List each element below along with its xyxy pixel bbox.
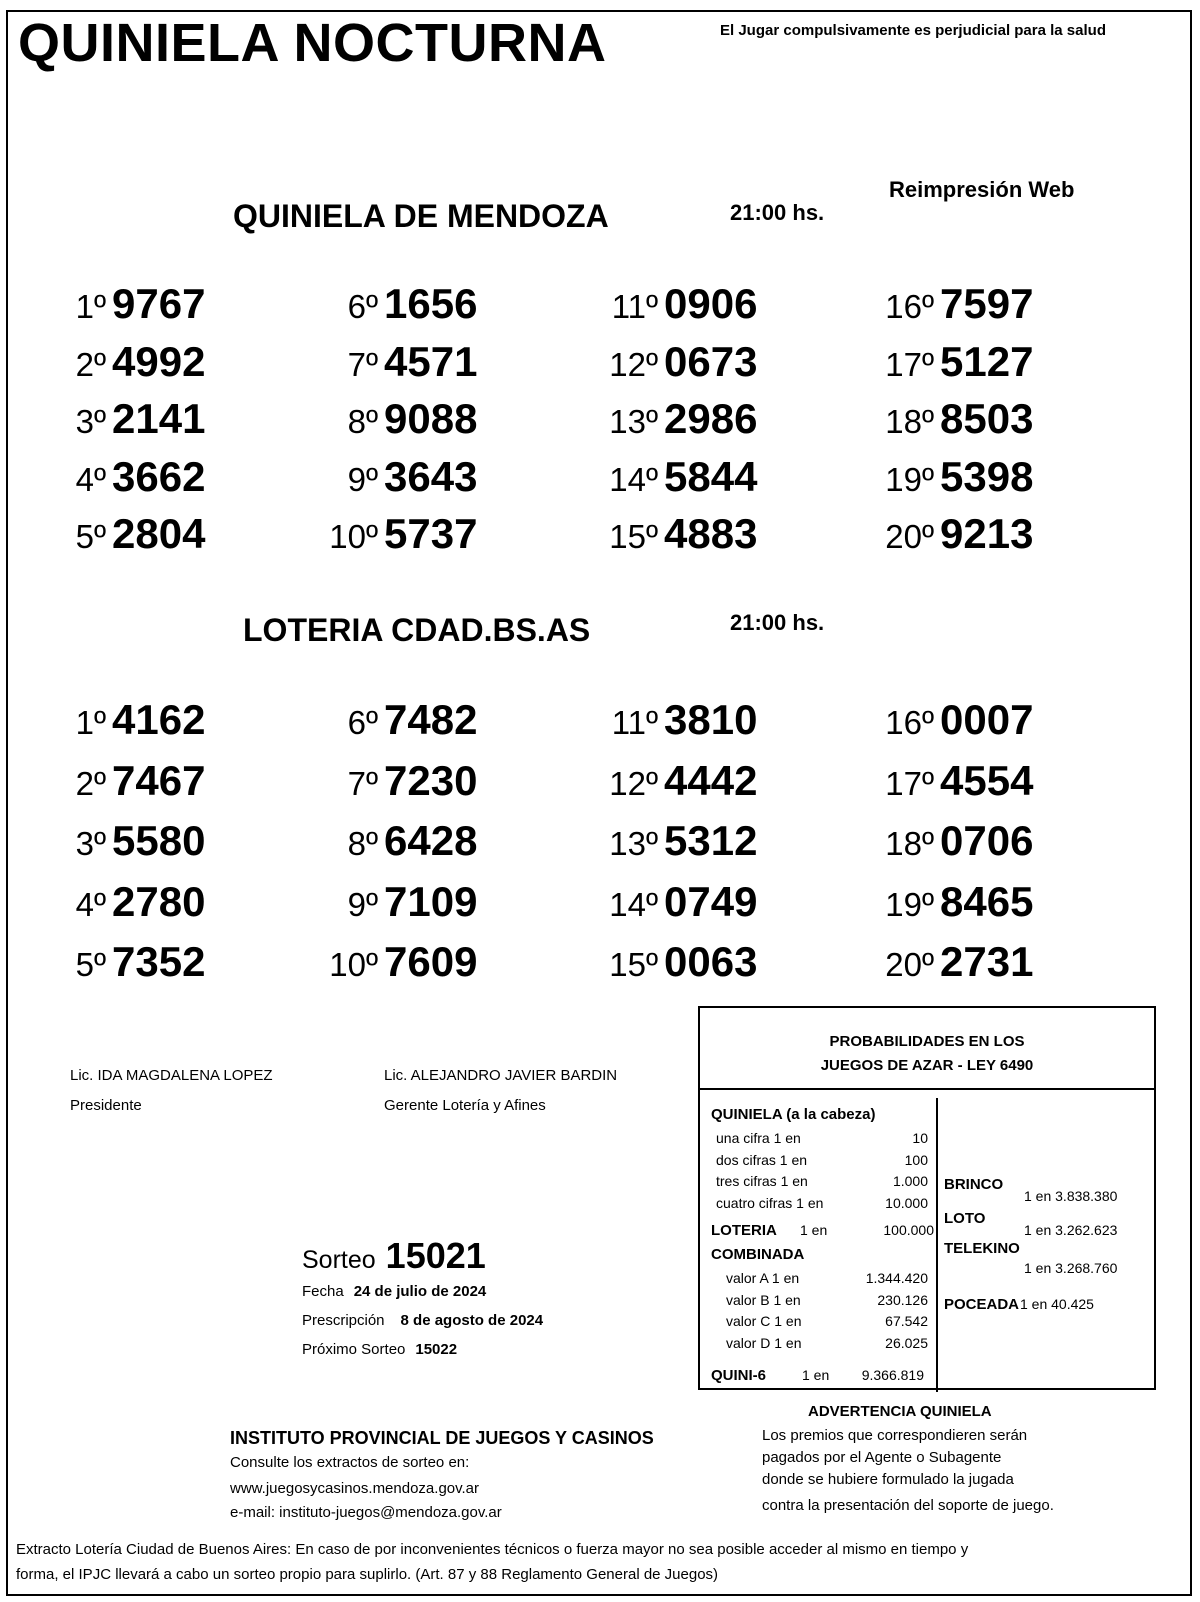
result-number: 4554 bbox=[940, 756, 1034, 804]
result-number: 0749 bbox=[664, 877, 758, 925]
result-row bbox=[876, 453, 1116, 511]
proximo-line bbox=[302, 1341, 457, 1358]
fecha-value: 24 de julio de 2024 bbox=[353, 1283, 487, 1300]
result-number: 5398 bbox=[940, 452, 1034, 500]
result-position: 14º bbox=[609, 460, 658, 498]
result-position: 7º bbox=[347, 345, 378, 383]
result-row bbox=[324, 938, 564, 996]
result-number: 4883 bbox=[664, 510, 758, 557]
result-position: 15º bbox=[609, 518, 658, 555]
result-number: 0007 bbox=[940, 696, 1034, 743]
result-row bbox=[62, 510, 302, 568]
result-number: 4992 bbox=[112, 337, 206, 385]
result-position: 9º bbox=[347, 885, 378, 923]
result-number: 7230 bbox=[384, 756, 478, 804]
result-position: 10º bbox=[329, 518, 378, 555]
advertencia-line: contra la presentación del soporte de juego. bbox=[762, 1497, 1054, 1514]
loto-label: LOTO bbox=[944, 1210, 986, 1227]
result-number: 1656 bbox=[384, 280, 478, 327]
probabilities-header bbox=[700, 1008, 1154, 1090]
result-position: 16º bbox=[885, 704, 934, 741]
result-number: 5312 bbox=[664, 817, 758, 864]
instituto-line1: Consulte los extractos de sorteo en: bbox=[230, 1454, 470, 1471]
probabilities-box bbox=[698, 1006, 1156, 1390]
result-position: 3º bbox=[75, 403, 106, 440]
mendoza-time: 21:00 hs. bbox=[730, 200, 825, 225]
brinco-value: 1 en 3.838.380 bbox=[1024, 1188, 1118, 1204]
result-row bbox=[876, 696, 1116, 754]
result-number: 7352 bbox=[112, 938, 206, 985]
result-position: 17º bbox=[885, 764, 934, 802]
result-row bbox=[600, 395, 840, 453]
result-row bbox=[62, 280, 302, 338]
result-number: 4162 bbox=[112, 696, 206, 743]
combinada-title: COMBINADA bbox=[711, 1246, 805, 1263]
mendoza-title: QUINIELA DE MENDOZA bbox=[233, 198, 609, 234]
result-row bbox=[62, 338, 302, 396]
result-position: 11º bbox=[611, 288, 658, 325]
result-row bbox=[324, 338, 564, 396]
probabilities-divider bbox=[936, 1098, 938, 1392]
combinada-prob-label: valor B 1 en bbox=[726, 1291, 801, 1308]
quiniela-prob-value: 10.000 bbox=[885, 1194, 928, 1211]
result-number: 9213 bbox=[940, 510, 1034, 557]
result-number: 7467 bbox=[112, 756, 206, 804]
result-row bbox=[600, 696, 840, 754]
instituto-email[interactable]: e-mail: instituto-juegos@mendoza.gov.ar bbox=[230, 1504, 502, 1521]
result-position: 8º bbox=[347, 403, 378, 440]
result-position: 13º bbox=[609, 403, 658, 440]
result-number: 2804 bbox=[112, 510, 206, 557]
result-position: 15º bbox=[609, 946, 658, 983]
probabilities-header-line1: PROBABILIDADES EN LOS bbox=[829, 1033, 1025, 1050]
proximo-value: 15022 bbox=[415, 1341, 458, 1358]
result-number: 2986 bbox=[664, 395, 758, 442]
advertencia-title: ADVERTENCIA QUINIELA bbox=[808, 1403, 992, 1420]
result-row bbox=[324, 453, 564, 511]
result-number: 3810 bbox=[664, 696, 758, 743]
result-position: 8º bbox=[347, 825, 378, 862]
result-position: 9º bbox=[347, 460, 378, 498]
result-number: 9088 bbox=[384, 395, 478, 442]
telekino-label: TELEKINO bbox=[944, 1240, 1020, 1257]
result-number: 3643 bbox=[384, 452, 478, 500]
combinada-prob-value: 67.542 bbox=[885, 1313, 928, 1329]
result-row bbox=[324, 510, 564, 568]
advertencia-line: donde se hubiere formulado la jugada bbox=[762, 1471, 1014, 1488]
combinada-prob-value: 1.344.420 bbox=[865, 1270, 928, 1286]
sorteo-number: 15021 bbox=[385, 1235, 486, 1276]
fecha-line bbox=[302, 1283, 486, 1300]
result-number: 7597 bbox=[940, 280, 1034, 327]
result-row bbox=[62, 938, 302, 996]
combinada-prob-value: 230.126 bbox=[877, 1291, 928, 1308]
result-row bbox=[876, 338, 1116, 396]
footer-line1: Extracto Lotería Ciudad de Buenos Aires: En caso de por inconvenientes técnicos o fuerza mayor no sea posible acceder al mismo en tiempo y bbox=[16, 1541, 969, 1558]
result-number: 4571 bbox=[384, 337, 478, 385]
result-position: 4º bbox=[75, 460, 106, 498]
fecha-label: Fecha bbox=[302, 1283, 344, 1300]
prescripcion-value: 8 de agosto de 2024 bbox=[400, 1312, 544, 1329]
result-position: 12º bbox=[609, 345, 658, 383]
probabilities-header-line2: JUEGOS DE AZAR - LEY 6490 bbox=[820, 1057, 1034, 1074]
result-position: 14º bbox=[609, 885, 658, 923]
result-row bbox=[62, 878, 302, 936]
result-number: 0706 bbox=[940, 817, 1034, 864]
quiniela-prob-label: dos cifras 1 en bbox=[716, 1151, 808, 1168]
result-number: 5127 bbox=[940, 337, 1034, 385]
result-position: 2º bbox=[75, 764, 106, 802]
result-row bbox=[324, 878, 564, 936]
result-number: 2141 bbox=[112, 395, 206, 442]
signer-right-name: Lic. ALEJANDRO JAVIER BARDIN bbox=[384, 1067, 618, 1084]
advertencia-line: pagados por el Agente o Subagente bbox=[762, 1449, 1002, 1466]
brinco-label: BRINCO bbox=[944, 1176, 1004, 1193]
result-row bbox=[876, 395, 1116, 453]
result-row bbox=[324, 696, 564, 754]
result-row bbox=[62, 817, 302, 875]
result-row bbox=[876, 878, 1116, 936]
result-number: 7609 bbox=[384, 938, 478, 985]
result-number: 7482 bbox=[384, 696, 478, 743]
result-position: 18º bbox=[885, 825, 934, 862]
result-position: 5º bbox=[75, 946, 106, 983]
result-row bbox=[62, 696, 302, 754]
result-number: 2731 bbox=[940, 938, 1034, 985]
quiniela-prob-value: 10 bbox=[912, 1130, 928, 1146]
result-row bbox=[600, 453, 840, 511]
result-row bbox=[600, 280, 840, 338]
result-position: 3º bbox=[75, 825, 106, 862]
loteria-label: LOTERIA bbox=[711, 1222, 777, 1239]
result-position: 1º bbox=[75, 288, 106, 325]
result-row bbox=[62, 757, 302, 815]
result-number: 9767 bbox=[112, 280, 206, 327]
sorteo-label: Sorteo bbox=[302, 1246, 376, 1274]
combinada-prob-label: valor C 1 en bbox=[726, 1313, 802, 1329]
result-position: 16º bbox=[885, 288, 934, 325]
signer-right-role: Gerente Lotería y Afines bbox=[384, 1097, 546, 1114]
result-position: 20º bbox=[885, 518, 934, 555]
quini6-en: 1 en bbox=[802, 1367, 830, 1383]
result-row bbox=[600, 878, 840, 936]
poceada-label: POCEADA bbox=[944, 1296, 1020, 1313]
result-position: 6º bbox=[347, 288, 378, 325]
quiniela-prob-value: 100 bbox=[904, 1151, 928, 1168]
result-number: 5737 bbox=[384, 510, 478, 557]
quiniela-prob-label: una cifra 1 en bbox=[716, 1130, 801, 1146]
result-number: 0063 bbox=[664, 938, 758, 985]
result-position: 4º bbox=[75, 885, 106, 923]
result-row bbox=[876, 510, 1116, 568]
result-position: 2º bbox=[75, 345, 106, 383]
instituto-title: INSTITUTO PROVINCIAL DE JUEGOS Y CASINOS bbox=[230, 1428, 654, 1448]
advertencia-line: Los premios que correspondieren serán bbox=[762, 1427, 1028, 1444]
quini6-value: 9.366.819 bbox=[861, 1367, 924, 1383]
page-title: QUINIELA NOCTURNA bbox=[18, 13, 607, 73]
poceada-value: 1 en 40.425 bbox=[1020, 1296, 1094, 1312]
bsas-time: 21:00 hs. bbox=[730, 610, 825, 635]
signer-left-name: Lic. IDA MAGDALENA LOPEZ bbox=[70, 1067, 273, 1084]
result-number: 8465 bbox=[940, 877, 1034, 925]
result-row bbox=[876, 938, 1116, 996]
result-position: 19º bbox=[885, 885, 934, 923]
telekino-value: 1 en 3.268.760 bbox=[1024, 1260, 1118, 1276]
result-number: 0673 bbox=[664, 337, 758, 385]
quiniela-prob-label: cuatro cifras 1 en bbox=[716, 1194, 824, 1211]
result-position: 12º bbox=[609, 764, 658, 802]
result-row bbox=[324, 280, 564, 338]
combinada-prob-label: valor D 1 en bbox=[726, 1334, 802, 1351]
result-row bbox=[62, 395, 302, 453]
result-number: 7109 bbox=[384, 877, 478, 925]
quiniela-prob-value: 1.000 bbox=[892, 1173, 928, 1189]
result-position: 11º bbox=[611, 704, 658, 741]
result-position: 6º bbox=[347, 704, 378, 741]
result-position: 13º bbox=[609, 825, 658, 862]
prescripcion-line bbox=[302, 1312, 543, 1329]
result-row bbox=[876, 817, 1116, 875]
result-number: 6428 bbox=[384, 817, 478, 864]
result-position: 18º bbox=[885, 403, 934, 440]
health-warning: El Jugar compulsivamente es perjudicial para la salud bbox=[720, 22, 1106, 39]
combinada-prob-label: valor A 1 en bbox=[726, 1270, 800, 1286]
result-row bbox=[876, 757, 1116, 815]
loteria-value: 100.000 bbox=[883, 1222, 934, 1238]
result-position: 19º bbox=[885, 460, 934, 498]
signer-left-role: Presidente bbox=[70, 1097, 142, 1114]
footer-line2: forma, el IPJC llevará a cabo un sorteo propio para suplirlo. (Art. 87 y 88 Reglamento General de Juegos) bbox=[16, 1566, 719, 1583]
quini6-label: QUINI-6 bbox=[711, 1367, 767, 1384]
reprint-label: Reimpresión Web bbox=[889, 177, 1075, 202]
result-row bbox=[324, 757, 564, 815]
sorteo-line bbox=[302, 1235, 486, 1277]
quiniela-title: QUINIELA (a la cabeza) bbox=[711, 1106, 876, 1123]
bsas-title: LOTERIA CDAD.BS.AS bbox=[243, 612, 591, 648]
result-number: 5580 bbox=[112, 817, 206, 864]
result-number: 3662 bbox=[112, 452, 206, 500]
result-position: 1º bbox=[75, 704, 106, 741]
result-row bbox=[324, 817, 564, 875]
loteria-en: 1 en bbox=[800, 1222, 828, 1238]
loto-value: 1 en 3.262.623 bbox=[1024, 1222, 1118, 1238]
prescripcion-label: Prescripción bbox=[302, 1312, 385, 1329]
result-position: 20º bbox=[885, 946, 934, 983]
result-row bbox=[62, 453, 302, 511]
result-number: 0906 bbox=[664, 280, 758, 327]
result-position: 7º bbox=[347, 764, 378, 802]
result-position: 17º bbox=[885, 345, 934, 383]
result-position: 10º bbox=[329, 946, 378, 983]
result-row bbox=[600, 338, 840, 396]
result-row bbox=[600, 938, 840, 996]
result-row bbox=[876, 280, 1116, 338]
instituto-website[interactable]: www.juegosycasinos.mendoza.gov.ar bbox=[230, 1480, 480, 1497]
quiniela-prob-label: tres cifras 1 en bbox=[716, 1173, 808, 1189]
result-number: 5844 bbox=[664, 452, 758, 500]
result-position: 5º bbox=[75, 518, 106, 555]
result-row bbox=[600, 757, 840, 815]
combinada-prob-value: 26.025 bbox=[885, 1334, 928, 1351]
result-number: 8503 bbox=[940, 395, 1034, 442]
result-number: 2780 bbox=[112, 877, 206, 925]
result-row bbox=[600, 510, 840, 568]
proximo-label: Próximo Sorteo bbox=[302, 1341, 406, 1358]
result-row bbox=[324, 395, 564, 453]
result-row bbox=[600, 817, 840, 875]
result-number: 4442 bbox=[664, 756, 758, 804]
